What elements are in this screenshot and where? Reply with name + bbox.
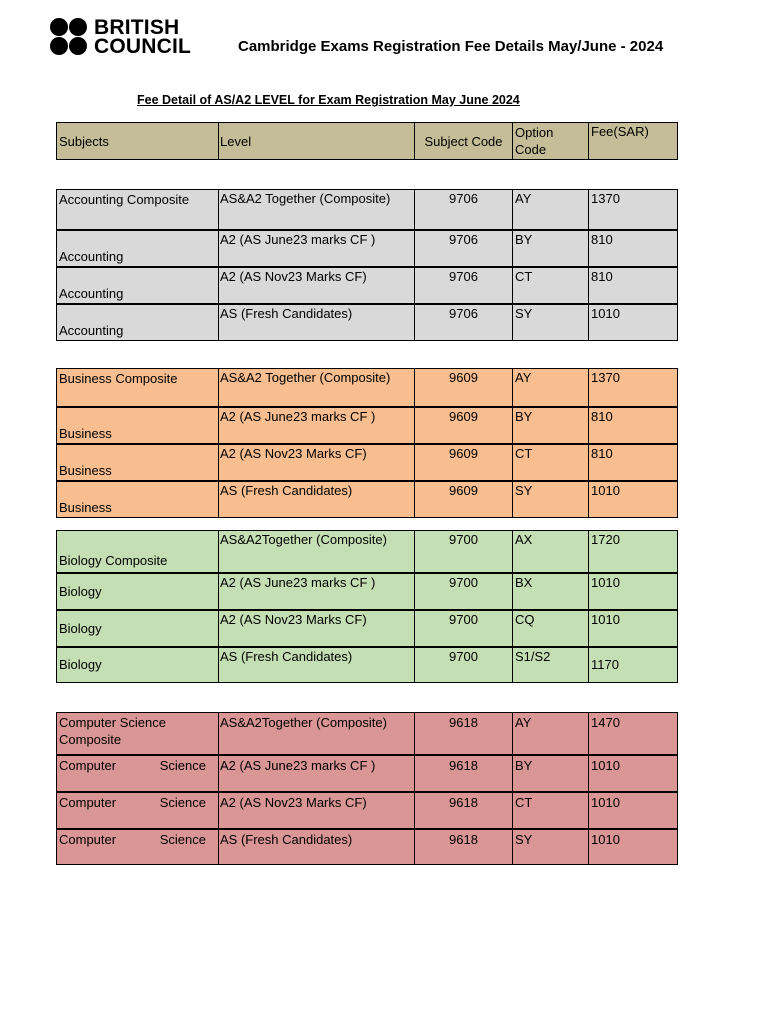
cell-option-code: AX xyxy=(513,531,589,573)
table-row xyxy=(57,531,678,573)
cell-subject: Accounting xyxy=(57,267,219,304)
table-row xyxy=(57,267,678,304)
cell-level: AS (Fresh Candidates) xyxy=(219,481,415,518)
cell-subject: Accounting Composite xyxy=(57,190,219,230)
cell-subject: Biology Composite xyxy=(57,531,219,573)
cell-subject-code: 9618 xyxy=(415,755,513,792)
cell-fee: 1010 xyxy=(589,573,678,610)
cell-subject: Accounting xyxy=(57,230,219,267)
cell-option-code: CQ xyxy=(513,610,589,647)
table-row xyxy=(57,713,678,755)
cell-fee: 1720 xyxy=(589,531,678,573)
cell-subject-code: 9700 xyxy=(415,573,513,610)
cell-subject-code: 9618 xyxy=(415,713,513,755)
cell-level: AS&A2Together (Composite) xyxy=(219,713,415,755)
table-row xyxy=(57,755,678,792)
cell-level: A2 (AS Nov23 Marks CF) xyxy=(219,444,415,481)
cell-option-code: BY xyxy=(513,230,589,267)
cell-subject: Computer Science xyxy=(57,792,219,829)
cell-fee: 1170 xyxy=(589,647,678,683)
computer-science-table xyxy=(56,712,678,865)
cell-option-code: BX xyxy=(513,573,589,610)
cell-level: A2 (AS June23 marks CF ) xyxy=(219,573,415,610)
cell-level: AS&A2 Together (Composite) xyxy=(219,190,415,230)
cell-subject-code: 9609 xyxy=(415,369,513,407)
cell-option-code: BY xyxy=(513,407,589,444)
cell-level: AS (Fresh Candidates) xyxy=(219,647,415,683)
table-row xyxy=(57,304,678,341)
cell-subject-code: 9609 xyxy=(415,407,513,444)
cell-subject-code: 9609 xyxy=(415,444,513,481)
logo-line-2: COUNCIL xyxy=(94,35,192,58)
table-row xyxy=(57,444,678,481)
cell-level: A2 (AS June23 marks CF ) xyxy=(219,230,415,267)
cell-fee: 1370 xyxy=(589,369,678,407)
table-row xyxy=(57,407,678,444)
table-row xyxy=(57,190,678,230)
cell-subject: Biology xyxy=(57,647,219,683)
cell-option-code: CT xyxy=(513,444,589,481)
cell-option-code: SY xyxy=(513,829,589,865)
cell-subject: Business xyxy=(57,481,219,518)
cell-option-code: AY xyxy=(513,713,589,755)
header-level: Level xyxy=(219,123,415,160)
logo-text xyxy=(94,18,191,56)
cell-subject: Computer Science xyxy=(57,829,219,865)
cell-fee: 1010 xyxy=(589,610,678,647)
business-table xyxy=(56,368,678,518)
cell-fee: 1010 xyxy=(589,792,678,829)
cell-subject: Business xyxy=(57,407,219,444)
table-row xyxy=(57,369,678,407)
cell-fee: 810 xyxy=(589,407,678,444)
cell-option-code: S1/S2 xyxy=(513,647,589,683)
cell-subject-code: 9618 xyxy=(415,792,513,829)
cell-level: A2 (AS June23 marks CF ) xyxy=(219,755,415,792)
cell-level: AS (Fresh Candidates) xyxy=(219,304,415,341)
header-row xyxy=(57,123,678,160)
cell-subject-code: 9706 xyxy=(415,230,513,267)
cell-subject: Accounting xyxy=(57,304,219,341)
table-row xyxy=(57,230,678,267)
biology-table xyxy=(56,530,678,683)
accounting-table xyxy=(56,189,678,341)
logo-line-1: BRITISH xyxy=(94,16,180,39)
table-row xyxy=(57,481,678,518)
cell-subject: Computer Science Composite xyxy=(57,713,219,755)
header-option-code: Option Code xyxy=(513,123,589,160)
cell-fee: 1470 xyxy=(589,713,678,755)
header-table xyxy=(56,122,678,160)
cell-subject-code: 9700 xyxy=(415,647,513,683)
cell-option-code: CT xyxy=(513,267,589,304)
cell-subject: Biology xyxy=(57,573,219,610)
cell-fee: 810 xyxy=(589,267,678,304)
cell-subject-code: 9706 xyxy=(415,267,513,304)
british-council-logo xyxy=(50,18,200,60)
table-row xyxy=(57,610,678,647)
cell-level: AS&A2Together (Composite) xyxy=(219,531,415,573)
cell-fee: 810 xyxy=(589,230,678,267)
cell-subject-code: 9700 xyxy=(415,531,513,573)
document-title: Cambridge Exams Registration Fee Details May/June - 2024 xyxy=(238,38,664,55)
table-subtitle: Fee Detail of AS/A2 LEVEL for Exam Registration May June 2024 xyxy=(137,93,520,107)
cell-subject: Computer Science xyxy=(57,755,219,792)
cell-fee: 810 xyxy=(589,444,678,481)
cell-option-code: AY xyxy=(513,369,589,407)
header-fee: Fee(SAR) xyxy=(589,123,678,160)
cell-fee: 1010 xyxy=(589,481,678,518)
cell-option-code: CT xyxy=(513,792,589,829)
cell-level: A2 (AS Nov23 Marks CF) xyxy=(219,267,415,304)
cell-fee: 1010 xyxy=(589,755,678,792)
table-row xyxy=(57,829,678,865)
cell-fee: 1010 xyxy=(589,304,678,341)
cell-level: AS (Fresh Candidates) xyxy=(219,829,415,865)
table-row xyxy=(57,573,678,610)
cell-option-code: BY xyxy=(513,755,589,792)
cell-option-code: SY xyxy=(513,481,589,518)
cell-option-code: SY xyxy=(513,304,589,341)
logo-dots-icon xyxy=(50,18,90,58)
cell-subject-code: 9609 xyxy=(415,481,513,518)
cell-fee: 1010 xyxy=(589,829,678,865)
table-row xyxy=(57,792,678,829)
cell-level: A2 (AS Nov23 Marks CF) xyxy=(219,792,415,829)
cell-subject-code: 9618 xyxy=(415,829,513,865)
cell-subject: Business xyxy=(57,444,219,481)
cell-level: A2 (AS Nov23 Marks CF) xyxy=(219,610,415,647)
cell-subject-code: 9700 xyxy=(415,610,513,647)
cell-subject: Biology xyxy=(57,610,219,647)
cell-subject-code: 9706 xyxy=(415,190,513,230)
cell-subject: Business Composite xyxy=(57,369,219,407)
cell-level: AS&A2 Together (Composite) xyxy=(219,369,415,407)
cell-subject-code: 9706 xyxy=(415,304,513,341)
header-subjects: Subjects xyxy=(57,123,219,160)
header-subject-code: Subject Code xyxy=(415,123,513,160)
cell-level: A2 (AS June23 marks CF ) xyxy=(219,407,415,444)
table-row xyxy=(57,647,678,683)
cell-fee: 1370 xyxy=(589,190,678,230)
cell-option-code: AY xyxy=(513,190,589,230)
